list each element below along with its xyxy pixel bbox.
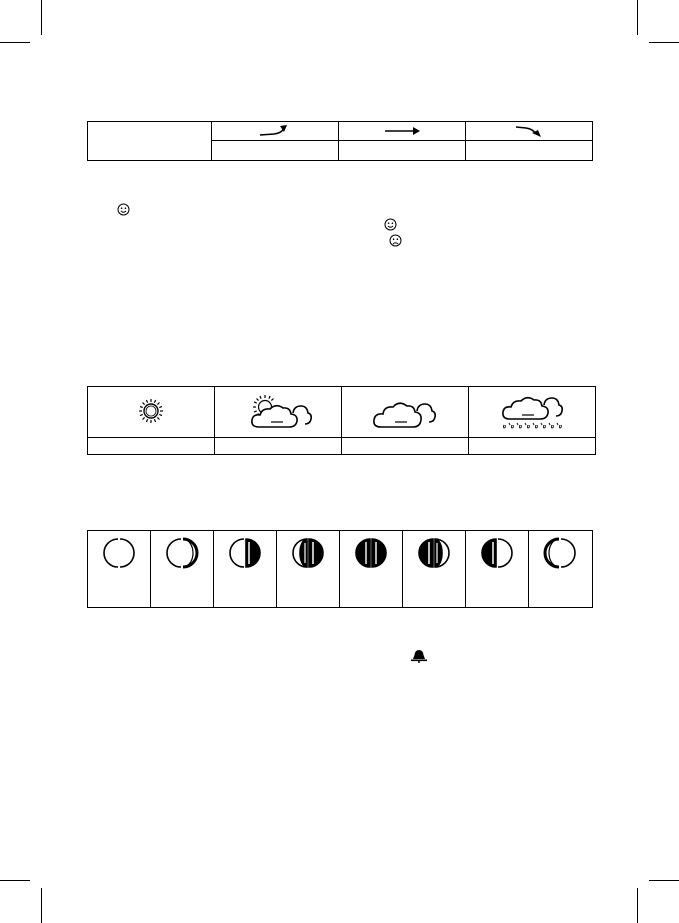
alarm-bell-icon <box>410 649 428 663</box>
weather-forecast-table <box>87 386 596 455</box>
clouds-icon <box>342 387 468 437</box>
trend-steady-arrow-icon <box>339 122 465 140</box>
trend-table-row-header <box>88 122 212 161</box>
pressure-trend-table <box>87 121 593 161</box>
trend-down-label <box>466 141 593 161</box>
moon-waning-gibbous-icon <box>403 531 465 576</box>
rain-clouds-icon <box>469 387 595 437</box>
moon-phase-cell <box>340 531 403 608</box>
trend-up-cell <box>212 122 339 141</box>
moon-new-icon <box>88 531 150 576</box>
smiley-face-icon <box>384 218 397 231</box>
moon-waxing-crescent-icon <box>151 531 213 576</box>
moon-waning-crescent-icon <box>529 531 591 576</box>
weather-partly-cloudy-cell <box>215 387 342 438</box>
sun-icon <box>88 387 214 437</box>
trend-down-cell <box>466 122 593 141</box>
moon-phase-cell <box>214 531 277 608</box>
smiley-face-icon <box>117 203 130 216</box>
moon-last-quarter-icon <box>466 531 528 576</box>
moon-phase-table <box>87 530 593 608</box>
trend-up-arrow-icon <box>212 122 338 140</box>
sun-behind-clouds-icon <box>215 387 341 437</box>
moon-phase-cell <box>151 531 214 608</box>
trend-steady-label <box>339 141 466 161</box>
crop-mark-top-left-horizontal <box>0 42 30 43</box>
crop-mark-bottom-left-horizontal <box>0 880 30 881</box>
crop-mark-bottom-right-vertical <box>637 888 638 923</box>
moon-phase-cell <box>88 531 151 608</box>
weather-cloudy-cell <box>342 387 469 438</box>
weather-cloudy-label <box>342 438 469 455</box>
trend-steady-cell <box>339 122 466 141</box>
sad-face-icon <box>389 234 402 247</box>
moon-phase-cell <box>277 531 340 608</box>
trend-up-label <box>212 141 339 161</box>
weather-sunny-cell <box>88 387 215 438</box>
weather-partly-cloudy-label <box>215 438 342 455</box>
weather-rainy-label <box>469 438 596 455</box>
weather-sunny-label <box>88 438 215 455</box>
moon-full-icon <box>340 531 402 576</box>
crop-mark-top-right-horizontal <box>649 42 679 43</box>
crop-mark-bottom-right-horizontal <box>649 880 679 881</box>
moon-phase-cell <box>403 531 466 608</box>
crop-mark-bottom-left-vertical <box>41 888 42 923</box>
moon-phase-cell <box>529 531 593 608</box>
weather-rainy-cell <box>469 387 596 438</box>
trend-down-arrow-icon <box>466 122 592 140</box>
moon-first-quarter-icon <box>214 531 276 576</box>
moon-phase-cell <box>466 531 529 608</box>
moon-waxing-gibbous-icon <box>277 531 339 576</box>
crop-mark-top-right-vertical <box>637 0 638 35</box>
crop-mark-top-left-vertical <box>41 0 42 35</box>
